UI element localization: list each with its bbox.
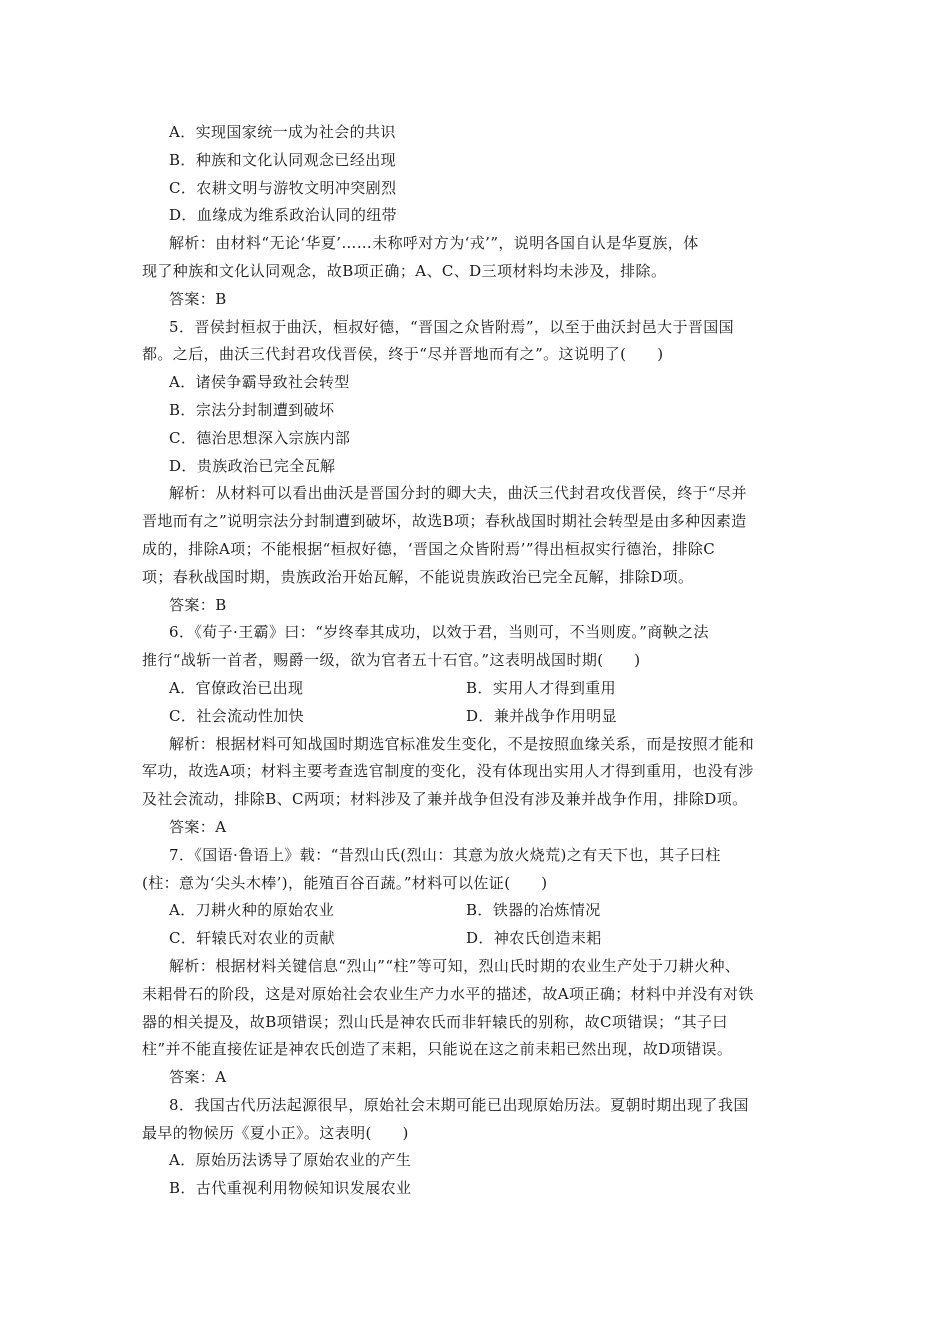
question-4 bbox=[142, 119, 812, 314]
option-c: C．轩辕氏对农业的贡献 bbox=[169, 929, 335, 948]
question-stem: 最早的物候历《夏小正》。这表明( ) bbox=[142, 1123, 409, 1142]
analysis-line: 现了种族和文化认同观念，故B项正确；A、C、D三项材料均未涉及，排除。 bbox=[142, 261, 667, 280]
analysis-line: 项；春秋战国时期，贵族政治开始瓦解，不能说贵族政治已完全瓦解，排除D项。 bbox=[142, 567, 694, 586]
option-d: D．血缘成为维系政治认同的纽带 bbox=[169, 206, 398, 225]
option-row bbox=[142, 897, 812, 925]
question-8 bbox=[142, 1092, 812, 1203]
answer: 答案：B bbox=[169, 595, 227, 614]
option-b: B．宗法分封制遭到破坏 bbox=[169, 400, 335, 419]
analysis-line: 柱”并不能直接佐证是神农氏创造了耒耜，只能说在这之前耒耜已然出现，故D项错误。 bbox=[142, 1040, 733, 1059]
question-7 bbox=[142, 842, 812, 1092]
analysis-line: 军功，故选A项；材料主要考查选官制度的变化，没有体现出实用人才得到重用，也没有涉 bbox=[142, 762, 754, 781]
option-d: D．贵族政治已完全瓦解 bbox=[169, 456, 336, 475]
question-stem: 6．《荀子·王霸》曰：“岁终奉其成功，以效于君，当则可，不当则废。”商鞅之法 bbox=[169, 623, 709, 642]
option-d: D．兼并战争作用明显 bbox=[466, 706, 618, 725]
question-5 bbox=[142, 314, 812, 620]
analysis-line: 解析：由材料“无论‘华夏’……未称呼对方为‘戎’”，说明各国自认是华夏族，体 bbox=[169, 234, 699, 253]
analysis-line: 耒耜骨石的阶段，这是对原始社会农业生产力水平的描述，故A项正确；材料中并没有对铁 bbox=[142, 984, 754, 1003]
analysis-line: 成的，排除A项；不能根据“桓叔好德，‘晋国之众皆附焉’”得出桓叔实行德治，排除C bbox=[142, 539, 716, 558]
question-stem: 推行“战斩一首者，赐爵一级，欲为官者五十石官。”这表明战国时期( ) bbox=[142, 651, 641, 670]
document-page bbox=[142, 119, 812, 1203]
question-stem: 8．我国古代历法起源很早，原始社会末期可能已出现原始历法。夏朝时期出现了我国 bbox=[169, 1095, 749, 1114]
question-stem: 都。之后，曲沃三代封君攻伐晋侯，终于“尽并晋地而有之”。这说明了( ) bbox=[142, 345, 664, 364]
option-b: B．实用人才得到重用 bbox=[466, 678, 617, 697]
option-d: D．神农氏创造耒耜 bbox=[466, 929, 602, 948]
question-stem: (柱：意为‘尖头木棒’)，能殖百谷百蔬。”材料可以佐证( ) bbox=[142, 873, 548, 892]
question-stem: 7．《国语·鲁语上》载：“昔烈山氏(烈山：其意为放火烧荒)之有天下也，其子曰柱 bbox=[169, 845, 721, 864]
option-c: C．农耕文明与游牧文明冲突剧烈 bbox=[169, 178, 397, 197]
analysis-line: 解析：从材料可以看出曲沃是晋国分封的卿大夫，曲沃三代封君攻伐晋侯，终于“尽并 bbox=[169, 484, 747, 503]
analysis-line: 器的相关提及，故B项错误；烈山氏是神农氏而非轩辕氏的别称，故C项错误；“其子曰 bbox=[142, 1012, 728, 1031]
option-row bbox=[142, 925, 812, 953]
analysis-line: 及社会流动，排除B、C两项；材料涉及了兼并战争但没有涉及兼并战争作用，排除D项。 bbox=[142, 790, 748, 809]
analysis-line: 晋地而有之”说明宗法分封制遭到破坏，故选B项；春秋战国时期社会转型是由多种因素造 bbox=[142, 512, 747, 531]
analysis-line: 解析：根据材料关键信息“烈山”“柱”等可知，烈山氏时期的农业生产处于刀耕火种、 bbox=[169, 956, 741, 975]
option-a: A．诸侯争霸导致社会转型 bbox=[169, 373, 350, 392]
option-b: B．古代重视利用物候知识发展农业 bbox=[169, 1179, 412, 1198]
option-c: C．社会流动性加快 bbox=[169, 706, 305, 725]
option-row bbox=[142, 703, 812, 731]
question-stem: 5．晋侯封桓叔于曲沃，桓叔好德，“晋国之众皆附焉”，以至于曲沃封邑大于晋国国 bbox=[169, 317, 735, 336]
option-c: C．德治思想深入宗族内部 bbox=[169, 428, 351, 447]
answer: 答案：A bbox=[169, 817, 227, 836]
option-a: A．原始历法诱导了原始农业的产生 bbox=[169, 1151, 412, 1170]
option-a: A．实现国家统一成为社会的共识 bbox=[169, 123, 396, 141]
option-b: B．铁器的冶炼情况 bbox=[466, 901, 601, 920]
answer: 答案：B bbox=[169, 289, 227, 308]
option-a: A．官僚政治已出现 bbox=[169, 678, 304, 697]
option-row bbox=[142, 675, 812, 703]
option-b: B．种族和文化认同观念已经出现 bbox=[169, 150, 397, 169]
question-6 bbox=[142, 619, 812, 841]
option-a: A．刀耕火种的原始农业 bbox=[169, 901, 335, 920]
analysis-line: 解析：根据材料可知战国时期选官标准发生变化，不是按照血缘关系，而是按照才能和 bbox=[169, 734, 755, 753]
answer: 答案：A bbox=[169, 1068, 227, 1087]
